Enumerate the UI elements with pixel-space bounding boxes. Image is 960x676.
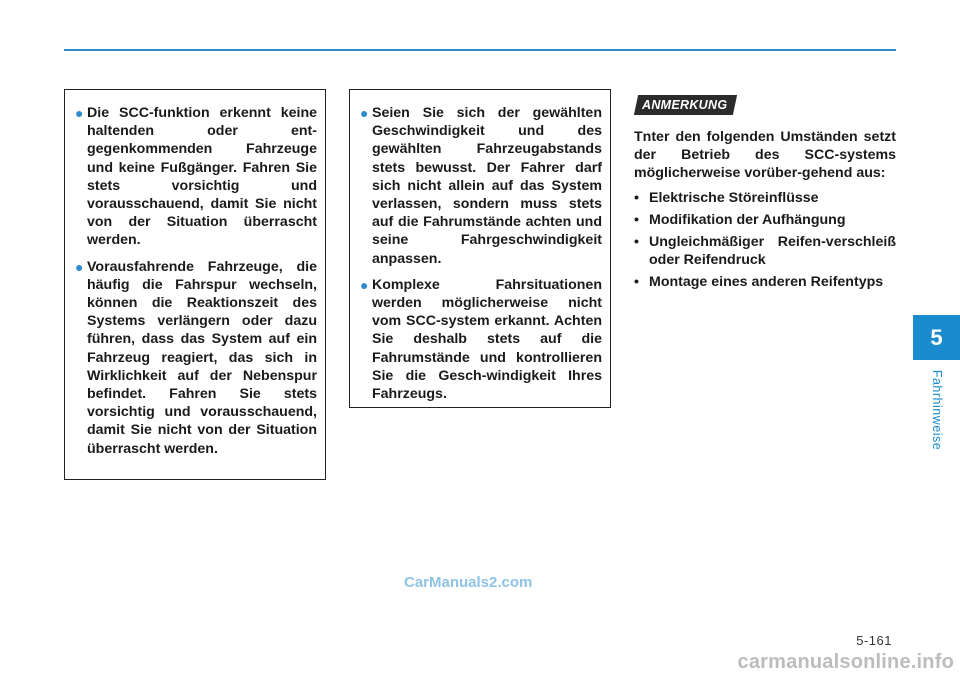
- chapter-tab: [913, 315, 960, 360]
- bullet-dot-icon: ●: [360, 105, 369, 121]
- list-item-text: Modifikation der Aufhängung: [649, 211, 846, 228]
- warning-list-middle: [360, 104, 602, 403]
- list-item-text: Seien Sie sich der gewählten Geschwindigkeit und des gewählten Fahrzeugabstands stets bewusst. Der Fahrer darf sich nicht allein auf das System verlassen, sondern muss stets auf die Fahrumstände achten und seine Fahrgeschwindigkeit anpassen.: [372, 105, 602, 267]
- note-intro: Tnter den folgenden Umständen setzt der Betrieb des SCC-systems möglicherweise vorüber-gehend aus:: [634, 129, 896, 182]
- list-item: [75, 104, 317, 250]
- bullet-icon: •: [634, 211, 639, 228]
- page-number: 5-161: [856, 633, 892, 648]
- note-label-text: ANMERKUNG: [642, 98, 728, 112]
- warning-box-middle: [349, 89, 611, 408]
- list-item: [634, 211, 896, 229]
- list-item-text: Vorausfahrende Fahrzeuge, die häufig die Fahrspur wechseln, können die Reaktionszeit des Systems verlängern oder dazu führen, dass das System auf ein Fahrzeug reagiert, das sich in Wirklichkeit auf der Nebenspur befindet. Fahren Sie stets vorsichtig und vorausschauend, damit Sie nicht von der Situation überrascht werden.: [87, 258, 317, 457]
- note-section: [634, 95, 896, 296]
- warning-list-left: [75, 104, 317, 458]
- note-list: [634, 189, 896, 292]
- bullet-dot-icon: ●: [360, 276, 369, 293]
- list-item: [634, 189, 896, 207]
- chapter-label: Fahrhinweise: [930, 369, 944, 451]
- list-item-text: Ungleichmäßiger Reifen-verschleiß oder Reifendruck: [649, 234, 896, 269]
- chapter-number: 5: [930, 324, 943, 350]
- list-item: [75, 258, 317, 458]
- bullet-dot-icon: ●: [75, 105, 84, 121]
- list-item: [634, 273, 896, 291]
- list-item-text: Die SCC-funktion erkennt keine haltenden oder ent-gegenkommenden Fahrzeuge und keine Fußgänger. Fahren Sie stets vorsichtig und vorausschauend, damit Sie nicht von der Situation überrascht werden.: [87, 105, 317, 249]
- note-label-badge: [634, 95, 738, 115]
- warning-box-left: [64, 89, 326, 480]
- bullet-icon: •: [634, 274, 639, 291]
- header-rule: [64, 49, 896, 51]
- list-item-text: Komplexe Fahrsituationen werden möglicherweise nicht vom SCC-system erkannt. Achten Sie deshalb stets auf die Fahrumstände und kontrollieren Sie die Gesch-windigkeit Ihres Fahrzeugs.: [372, 276, 602, 403]
- list-item: [360, 104, 602, 268]
- list-item: [634, 233, 896, 269]
- list-item-text: Elektrische Störeinflüsse: [649, 189, 819, 206]
- watermark-carmanuals2: CarManuals2.com: [404, 574, 533, 591]
- list-item-text: Montage eines anderen Reifentyps: [649, 274, 884, 291]
- bullet-dot-icon: ●: [75, 258, 84, 275]
- list-item: [360, 276, 602, 403]
- bullet-icon: •: [634, 189, 639, 206]
- watermark-carmanualsonline: carmanualsonline.info: [737, 651, 954, 673]
- bullet-icon: •: [634, 234, 639, 251]
